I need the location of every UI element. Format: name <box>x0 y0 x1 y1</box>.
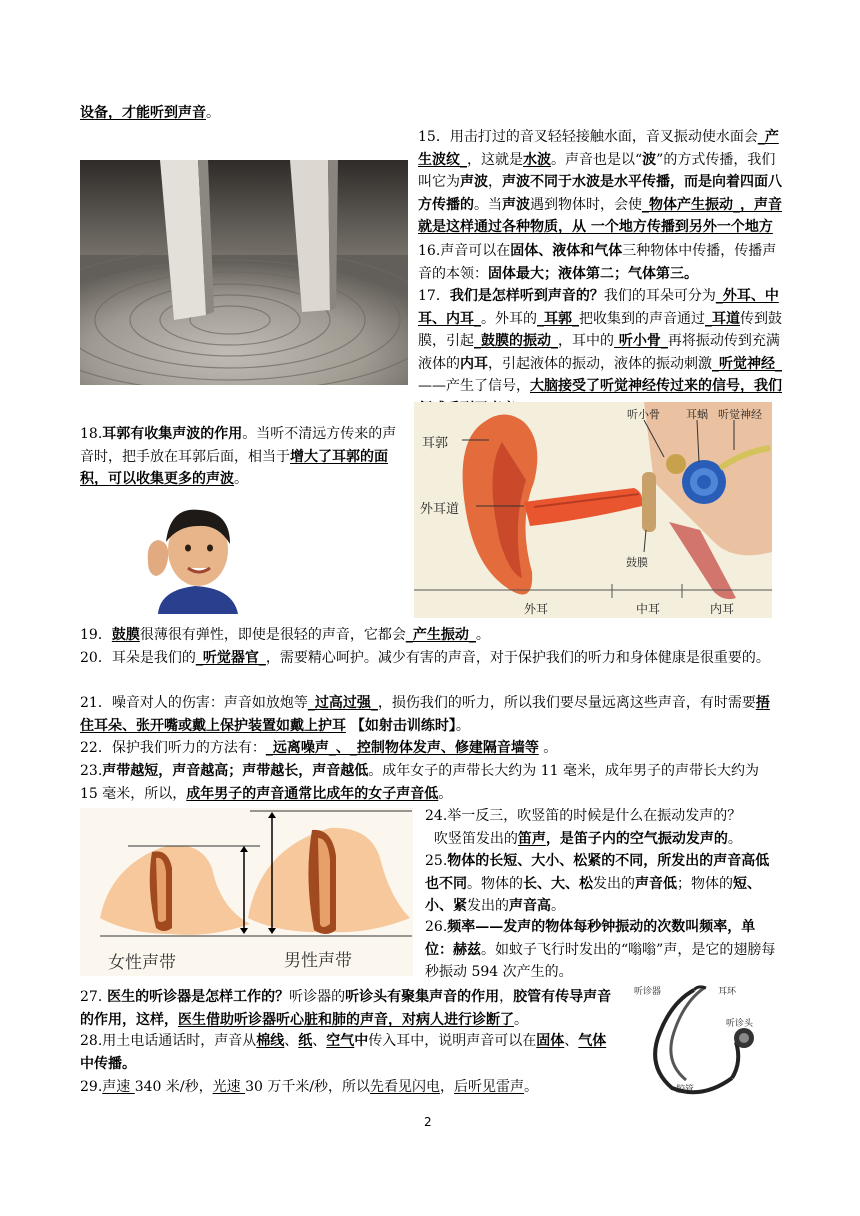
ear-label-cochlea: 耳蜗 <box>686 408 708 421</box>
item-26: 26.频率——发声的物体每秒钟振动的次数叫频率，单位：赫兹。如蚊子飞行时发出的“嗡嗡”声，是它的翅膀每秒振动 594 次产生的。 <box>425 919 776 980</box>
ear-label-middle: 中耳 <box>636 602 661 616</box>
intro-line: 设备，才能听到声音。 <box>80 105 220 121</box>
vocal-label-male: 男性声带 <box>284 951 352 971</box>
tuning-fork-photo <box>80 160 408 385</box>
item-20: 20．耳朵是我们的_听觉器官_，需要精心呵护。减少有害的声音，对于保护我们的听力和身体健康是很重要的。 <box>80 650 770 666</box>
item-21: 21．噪音对人的伤害：声音如放炮等_过高过强_，损伤我们的听力，所以我们要尽量远离这些声音，有时需要捂住耳朵、张开嘴或戴上保护装置如戴上护耳 【如射击训练时】。 <box>80 695 770 734</box>
item-25: 25.物体的长短、大小、松紧的不同，所发出的声音高低也不同。物体的长、大、松发出的声音低；物体的短、小、紧发出的声音高。 <box>425 853 770 914</box>
vocal-label-female: 女性声带 <box>108 953 176 973</box>
item-15-line1: 15．用击打过的音叉轻轻接触水面，音叉振动使水面会_产生波纹_，这就是水波。声音也是以“波”的方式传播，我们叫它为声波，声波不同于水波是水平传播，而是向着四面八方传播的。当声波遇到物体时，会使_物体产生振动_，声音就是这样通过各种物质，从 一个地方传播到另外一个地方 <box>80 126 782 261</box>
item-16: 16.声音可以在固体、液体和气体三种物体中传播，传播声音的本领：固体最大；液体第二；气体第三。 <box>418 243 777 282</box>
item-22: 22．保护我们听力的方法有：_远离噪声_、_控制物体发声、修建隔音墙等 。 <box>80 740 558 756</box>
item-17: 17．我们是怎样听到声音的？我们的耳朵可分为_外耳、中耳、内耳_。外耳的_耳郭_把收集到的声音通过_耳道传到鼓膜，引起_鼓膜的振动_，耳中的 听小骨_再将振动传到充满液体的内耳，引起液体的振动，液体的振动刺激_听觉神经_——产生了信号，大脑接受了听觉神经传过来的信号，我们 <box>418 288 782 394</box>
ear-label-auricle: 耳郭 <box>422 436 449 451</box>
page-number: 2 <box>424 1115 432 1129</box>
ear-label-nerve: 听觉神经 <box>718 408 762 421</box>
item-28: 28.用土电话通话时，声音从棉线、纸、空气中传入耳中，说明声音可以在固体、气体中传播。 <box>80 1033 607 1072</box>
item-23: 23.声带越短，声音越高；声带越长，声音越低。成年女子的声带长大约为 11 毫米，成年男子的声带长大约为 15 毫米，所以，成年男子的声音通常比成年的女子声音低。 <box>80 763 759 802</box>
item-18: 18.耳郭有收集声波的作用。当听不清远方传来的声音时，把手放在耳郭后面，相当于增大了耳郭的面积，可以收集更多的声波。 <box>80 426 397 487</box>
ear-label-ossicles: 听小骨 <box>627 408 660 421</box>
ear-label-inner: 内耳 <box>710 602 735 616</box>
item-27: 27. 医生的听诊器是怎样工作的？听诊器的听诊头有聚集声音的作用，胶管有传导声音的作用，这样，医生借助听诊器听心脏和肺的声音，对病人进行诊断了。 <box>80 989 612 1028</box>
boy-listening-photo <box>138 502 253 614</box>
ear-label-eardrum: 鼓膜 <box>626 556 648 569</box>
item-29: 29.声速 340 米/秒，光速 30 万千米/秒，所以先看见闪电，后听见雷声。 <box>80 1079 539 1095</box>
stetho-label-tube: 胶管 <box>676 1085 695 1095</box>
stetho-label-1: 听诊器 <box>634 987 662 997</box>
stethoscope-figure <box>632 982 782 1102</box>
ear-label-canal: 外耳道 <box>420 502 460 517</box>
vocal-cords-figure <box>80 808 413 976</box>
item-19: 19．鼓膜很薄很有弹性，即使是很轻的声音，它都会_产生振动_。 <box>80 627 490 643</box>
stetho-label-head: 听诊头 <box>726 1019 754 1029</box>
ear-label-outer: 外耳 <box>524 602 549 616</box>
stetho-label-ring: 耳环 <box>718 987 737 997</box>
item-24: 24.举一反三，吹竖笛的时候是什么在振动发声的？ 吹竖笛发出的笛声，是笛子内的空气振动发声的。 <box>425 808 742 847</box>
ear-diagram <box>414 402 772 618</box>
